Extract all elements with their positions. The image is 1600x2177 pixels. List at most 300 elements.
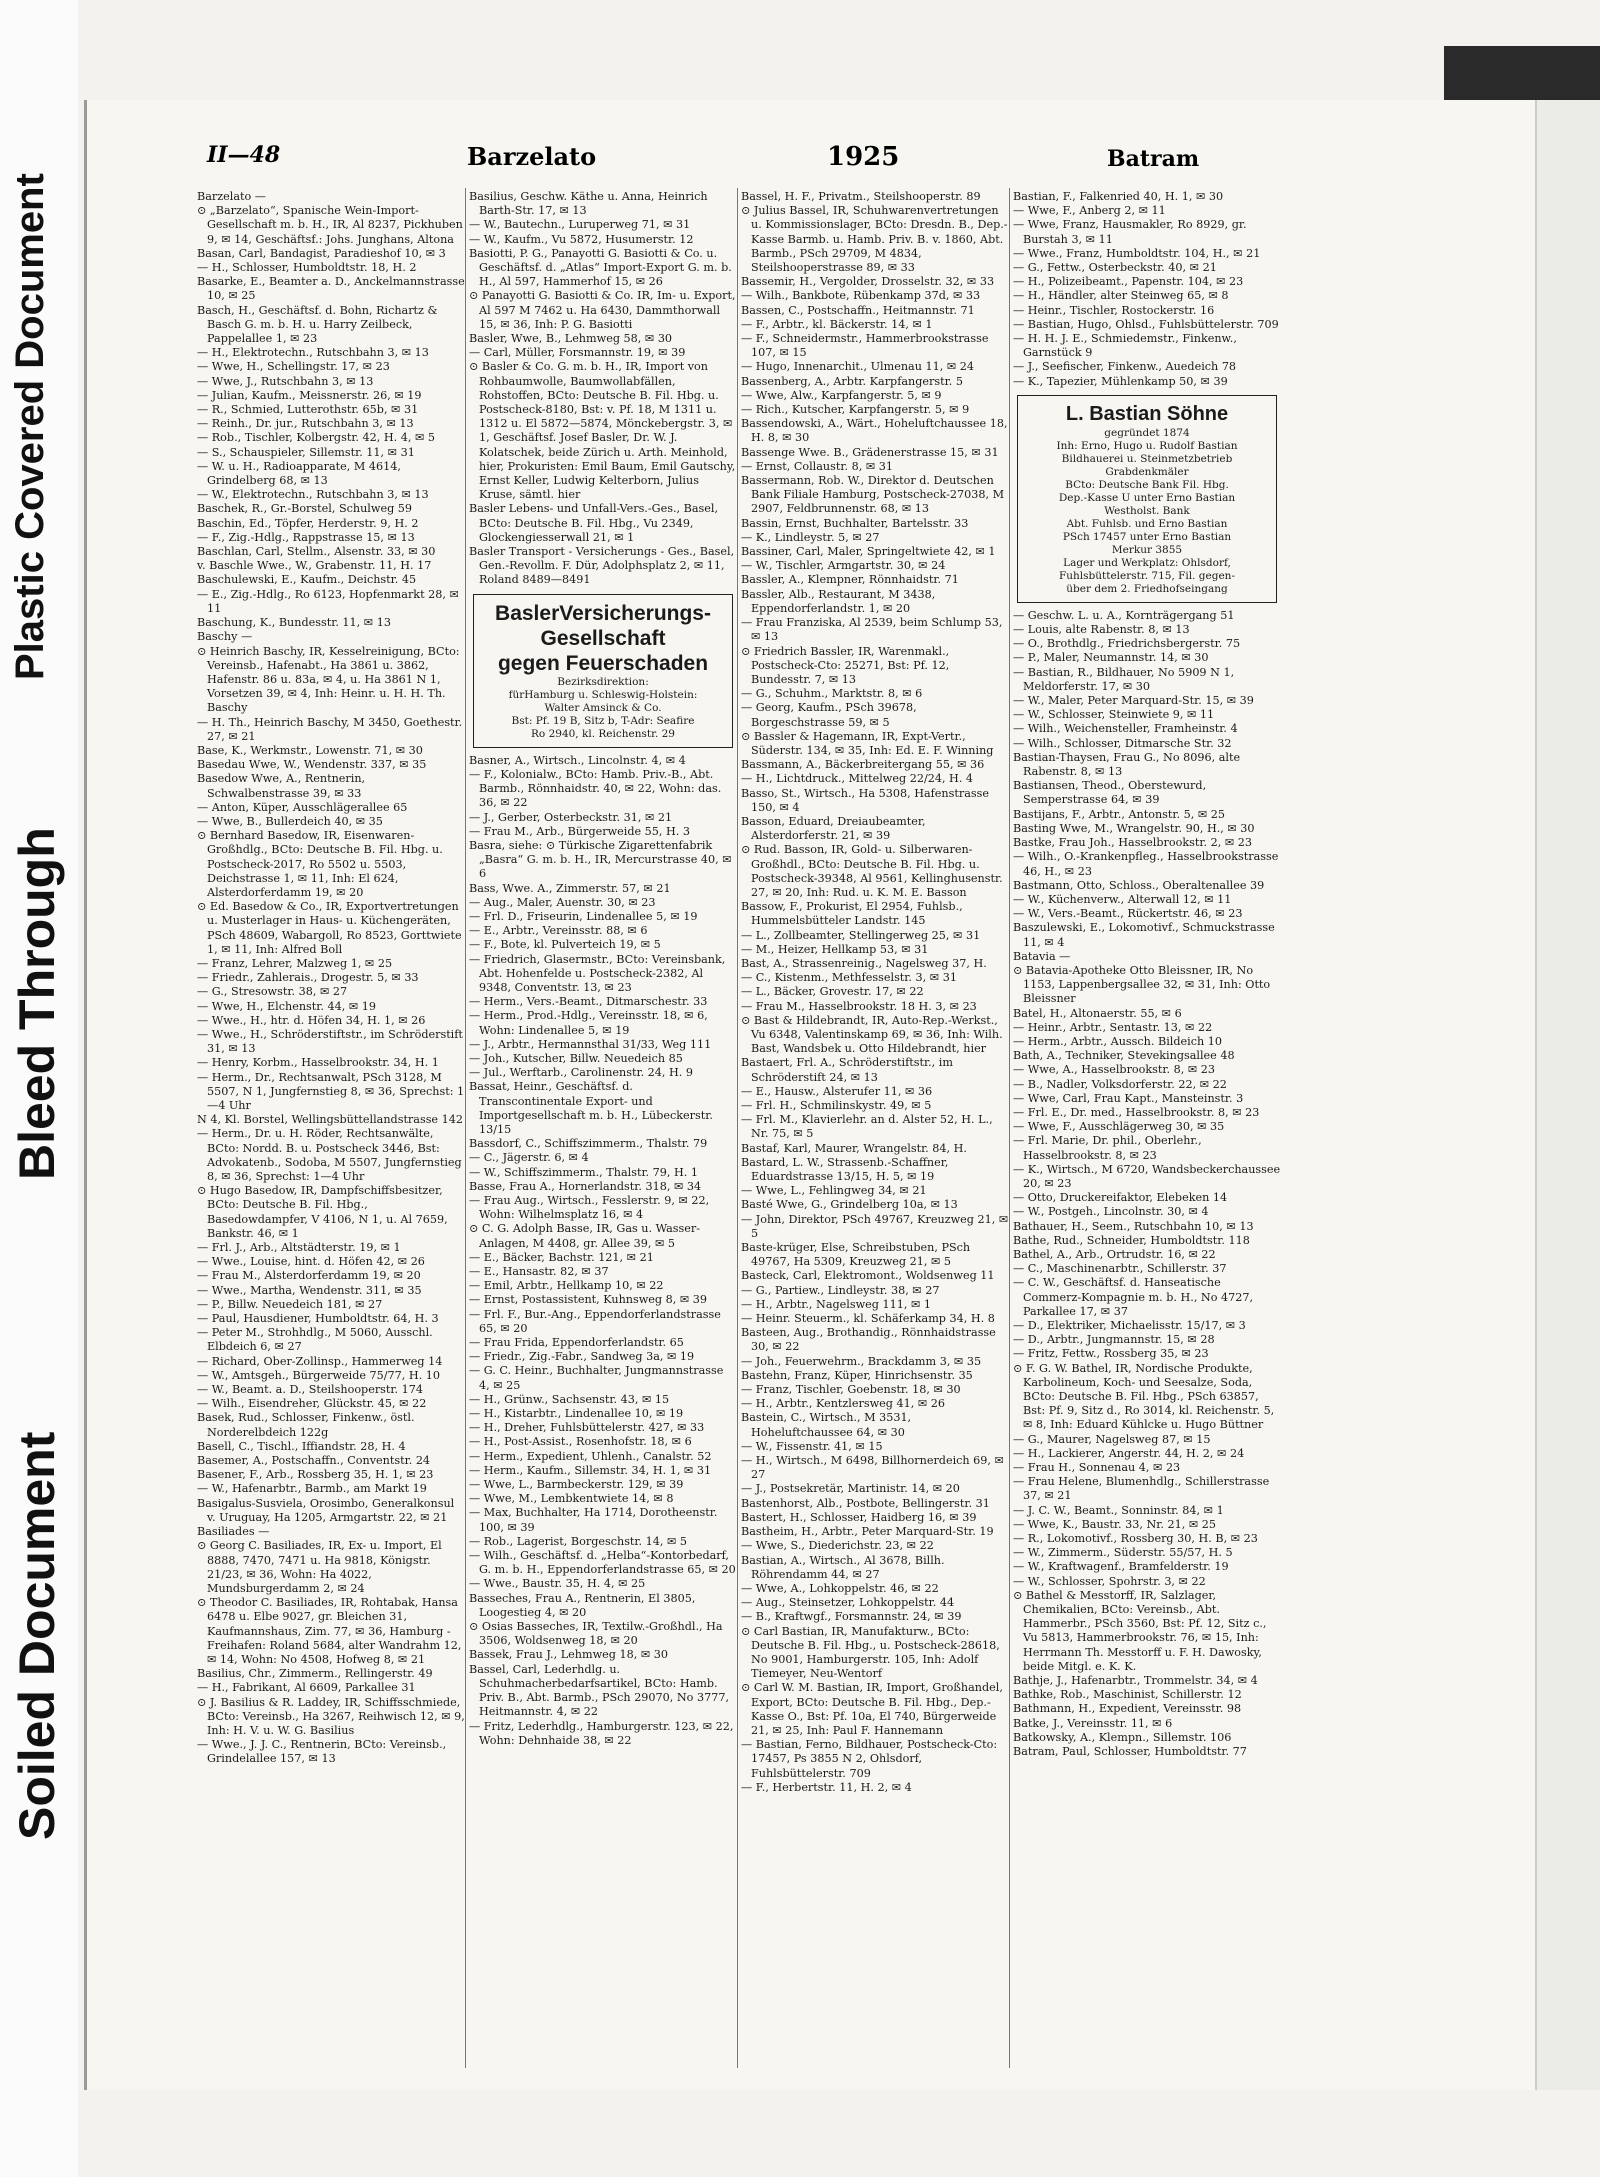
directory-entry: — G., Stresowstr. 38, ✉ 27	[197, 985, 348, 999]
directory-page	[84, 100, 1535, 2090]
directory-entry: Bastke, Frau Joh., Hasselbrookstr. 2, ✉ 23	[1013, 836, 1253, 850]
directory-entry: — W., Postgeh., Lincolnstr. 30, ✉ 4	[1013, 1205, 1209, 1219]
column-2	[469, 190, 737, 2070]
ad-title-line: Gesellschaft	[540, 626, 666, 650]
directory-entry: ⊙ J. Basilius & R. Laddey, IR, Schiffsschmiede, BCto: Vereinsb., Ha 3267, Reihwisch 12, ✉ 9, Inh: H. V. u. W. G. Basilius	[197, 1695, 465, 1737]
directory-entry: — W., Schlosser, Steinwiete 9, ✉ 11	[1013, 708, 1215, 722]
directory-entry: Bastert, H., Schlosser, Haidberg 16, ✉ 39	[741, 1510, 977, 1524]
directory-entry: Bastian, F., Falkenried 40, H. 1, ✉ 30	[1013, 190, 1224, 203]
ad-text-line: Fuhlsbüttelerstr. 715, Fil. gegen-	[1058, 569, 1235, 582]
directory-entry: — Wwe., Martha, Wendenstr. 311, ✉ 35	[197, 1283, 422, 1297]
directory-entry: — W., Maler, Peter Marquard-Str. 15, ✉ 39	[1013, 694, 1254, 708]
directory-entry: Basedau Wwe, W., Wendenstr. 337, ✉ 35	[197, 758, 427, 772]
directory-entry: — S., Schauspieler, Sillemstr. 11, ✉ 31	[197, 445, 415, 459]
directory-entry: Basedow Wwe, A., Rentnerin, Schwalbenstrasse 39, ✉ 33	[197, 772, 366, 800]
directory-entry: Batavia —	[1013, 949, 1071, 963]
directory-entry: — Wwe, M., Lembkentwiete 14, ✉ 8	[469, 1492, 674, 1506]
directory-entry: — E., Arbtr., Vereinsstr. 88, ✉ 6	[469, 924, 648, 938]
directory-entry: — C., Kistenm., Methfesselstr. 3, ✉ 31	[741, 971, 957, 985]
directory-entry: — Geschw. L. u. A., Kornträgergang 51	[1013, 608, 1235, 622]
directory-entry: — M., Heizer, Hellkamp 53, ✉ 31	[741, 942, 929, 956]
directory-entry: — Joh., Kutscher, Billw. Neuedeich 85	[469, 1051, 683, 1065]
directory-entry: — Georg, Kaufm., PSch 39678, Borgeschstrasse 59, ✉ 5	[741, 701, 917, 729]
page-header	[207, 142, 1237, 182]
directory-entry: ⊙ Bast & Hildebrandt, IR, Auto-Rep.-Werkst., Vu 6348, Valentinskamp 69, ✉ 36, Inh: Wilh. Bast, Wandsbek u. Otto Hildebrandt, hier	[741, 1013, 1003, 1056]
directory-entry: — Hugo, Innenarchit., Ulmenau 11, ✉ 24	[741, 360, 974, 374]
column-3	[741, 190, 1009, 2070]
ad-text-line: BCto: Deutsche Bank Fil. Hbg.	[1065, 478, 1229, 491]
directory-entry: Bastian-Thaysen, Frau G., No 8096, alte Rabenstr. 8, ✉ 13	[1013, 750, 1241, 779]
directory-entry: Baschek, R., Gr.-Borstel, Schulweg 59	[197, 502, 413, 516]
directory-entry: — H., Schlosser, Humboldtstr. 18, H. 2	[197, 261, 417, 275]
directory-entry: — Wwe., H., Schröderstiftstr., im Schröderstift 31, ✉ 13	[197, 1027, 463, 1056]
directory-entry: Basiotti, P. G., Panayotti G. Basiotti & Co. u. Geschäftsf. d. „Atlas“ Import-Export G. m. b. H., Al 597, Hammerhof 15, ✉ 26	[469, 246, 732, 289]
directory-entry: — Frl. H., Schmilinskystr. 49, ✉ 5	[741, 1099, 932, 1112]
directory-entry: Basso, St., Wirtsch., Ha 5308, Hafenstrasse 150, ✉ 4	[741, 786, 989, 814]
directory-entry: — C., Jägerstr. 6, ✉ 4	[469, 1151, 589, 1165]
directory-entry: — Wwe, S., Diederichstr. 23, ✉ 22	[741, 1539, 934, 1553]
header-first-entry: Barzelato	[467, 142, 597, 171]
directory-entry: Basemer, A., Postschaffn., Conventstr. 24	[197, 1454, 431, 1468]
ad-title-line: L. Bastian Söhne	[1065, 402, 1229, 425]
directory-entry: Basler Transport - Versicherungs - Ges., Basel, Gen.-Revollm. F. Dür, Adolphsplatz 2, ✉ 11, Roland 8489—8491	[469, 545, 735, 587]
directory-entry: — Paul, Hausdiener, Humboldtstr. 64, H. 3	[197, 1312, 439, 1326]
directory-entry: — H. H. J. E., Schmiedemstr., Finkenw., Garnstück 9	[1013, 332, 1237, 360]
directory-entry: — O., Brothdlg., Friedrichsbergerstr. 75	[1013, 637, 1241, 651]
ad-text-line: Dep.-Kasse U unter Erno Bastian	[1058, 491, 1236, 504]
directory-entry: — Frl. E., Dr. med., Hasselbrookstr. 8, ✉ 23	[1013, 1105, 1260, 1119]
directory-entry: Basler Lebens- und Unfall-Vers.-Ges., Basel, BCto: Deutsche B. Fil. Hbg., Vu 2349, Glockengiesserwall 21, ✉ 1	[469, 502, 718, 544]
directory-entry: — Rob., Tischler, Kolbergstr. 42, H. 4, ✉ 5	[197, 431, 436, 445]
directory-entry: Bassel, Carl, Lederhdlg. u. Schuhmacherbedarfsartikel, BCto: Hamb. Priv. B., Abt. Barmb., PSch 29070, No 3777, Heitmannstr. 4, ✉ 22	[469, 1662, 730, 1719]
directory-entry: ⊙ Basler & Co. G. m. b. H., IR, Import von Rohbaumwolle, Baumwollabfällen, Rohstoffen, BCto: Deutsche B. Fil. Hbg. u. Postscheck-8180, Bst: v. Pf. 18, M 1311 u. 1312 u. El 5872—5874, Mönckebergstr. 3, ✉ 1, Geschäftsf. Josef Basler, Dr. W. J. Kolatschek, beide Zürich u. Arth. Meinhold, hier, Prokuristen: Emil Baum, Emil Gautschy, Ernst Keller, Ludwig Kelterborn, Julius Kruse, sämtl. hier	[469, 360, 736, 502]
directory-entry: — J., Postsekretär, Martinistr. 14, ✉ 20	[741, 1482, 960, 1496]
directory-entry: — H., Grünw., Sachsenstr. 43, ✉ 15	[469, 1392, 670, 1406]
column-divider	[465, 188, 466, 2068]
plastic-covered-label: Plastic Covered Document	[8, 173, 52, 680]
header-year: 1925	[827, 142, 900, 172]
directory-entry: — Fritz, Lederhdlg., Hamburgerstr. 123, ✉ 22, Wohn: Dehnhaide 38, ✉ 22	[469, 1719, 734, 1747]
directory-entry: — Wilh., Geschäftsf. d. „Helba“-Kontorbedarf, G. m. b. H., Eppendorferlandstrasse 65, ✉ 20	[469, 1549, 736, 1577]
directory-entry: — W., Fissenstr. 41, ✉ 15	[741, 1439, 883, 1453]
ad-text-line: Ro 2940, kl. Reichenstr. 29	[531, 727, 675, 740]
directory-entry: — R., Lokomotivf., Rossberg 30, H. B, ✉ 23	[1013, 1532, 1258, 1546]
directory-entry: — Wwe., Baustr. 35, H. 4, ✉ 25	[469, 1577, 646, 1591]
directory-entry: Base, K., Werkmstr., Lowenstr. 71, ✉ 30	[197, 743, 423, 757]
directory-entry: — J. C. W., Beamt., Sonninstr. 84, ✉ 1	[1013, 1503, 1224, 1517]
directory-entry: — W., Amtsgeh., Bürgerweide 75/77, H. 10	[197, 1368, 441, 1382]
directory-entry: — Frau Frida, Eppendorferlandstr. 65	[469, 1336, 684, 1350]
directory-entry: — Frau Aug., Wirtsch., Fesslerstr. 9, ✉ 22, Wohn: Wilhelmsplatz 16, ✉ 4	[469, 1193, 710, 1222]
directory-entry: — E., Hansastr. 82, ✉ 37	[469, 1265, 609, 1278]
directory-entry: — W., Hafenarbtr., Barmb., am Markt 19	[197, 1482, 427, 1496]
directory-entry: — Rob., Lagerist, Borgeschstr. 14, ✉ 5	[469, 1534, 688, 1548]
directory-entry: — Wwe., Franz, Humboldtstr. 104, H., ✉ 21	[1013, 246, 1261, 260]
directory-entry: — Peter M., Strohhdlg., M 5060, Ausschl. Elbdeich 6, ✉ 27	[197, 1326, 433, 1354]
bastian-soehne-ad	[1017, 395, 1277, 603]
directory-entry: Baszulewski, E., Lokomotivf., Schmuckstrasse 11, ✉ 4	[1013, 921, 1275, 949]
directory-entry: — Frau M., Alsterdorferdamm 19, ✉ 20	[197, 1269, 421, 1283]
directory-entry: ⊙ F. G. W. Bathel, IR, Nordische Produkte, Karbolineum, Koch- und Seesalze, Soda, BCto: Deutsche B. Fil. Hbg., PSch 63857, Bst: Pf. 9, Sitz d., Ro 3014, kl. Reichenstr. 5, ✉ 8, Inh: Eduard Kühlcke u. Hugo Büttner	[1013, 1361, 1275, 1432]
directory-entry: — H., Elektrotechn., Rutschbahn 3, ✉ 13	[197, 346, 429, 360]
directory-entry: Basilius, Geschw. Käthe u. Anna, Heinrich Barth-Str. 17, ✉ 13	[469, 190, 708, 218]
directory-entry: — E., Zig.-Hdlg., Ro 6123, Hopfenmarkt 28, ✉ 11	[197, 587, 459, 615]
directory-entry: — G. C. Heinr., Buchhalter, Jungmannstrasse 4, ✉ 25	[469, 1364, 724, 1392]
directory-entry: Bassdorf, C., Schiffszimmerm., Thalstr. 79	[469, 1137, 708, 1151]
directory-entry: — Bastian, Hugo, Ohlsd., Fuhlsbüttelerstr. 709	[1013, 317, 1279, 331]
directory-entry: — F., Kolonialw., BCto: Hamb. Priv.-B., Abt. Barmb., Rönnhaidstr. 40, ✉ 22, Wohn: das. 36, ✉ 22	[469, 767, 722, 810]
directory-entry: Bassemir, H., Vergolder, Drosselstr. 32, ✉ 33	[741, 275, 995, 289]
directory-entry: — C. W., Geschäftsf. d. Hanseatische Commerz-Kompagnie m. b. H., No 4727, Parkallee 17, ✉ 37	[1013, 1276, 1254, 1318]
directory-entry: — Joh., Feuerwehrm., Brackdamm 3, ✉ 35	[741, 1354, 982, 1368]
directory-entry: — W., Schlosser, Spohrstr. 3, ✉ 22	[1013, 1574, 1206, 1588]
directory-entry: — J., Seefischer, Finkenw., Auedeich 78	[1013, 360, 1237, 374]
scan-edge-bar	[1444, 46, 1600, 102]
directory-entry: — Friedr., Zahlerais., Drogestr. 5, ✉ 33	[197, 971, 419, 985]
directory-entry: Bastehn, Franz, Küper, Hinrichsenstr. 35	[741, 1368, 973, 1382]
directory-entry: Bath, A., Techniker, Stevekingsallee 48	[1013, 1049, 1235, 1063]
directory-entry: — Heinr., Tischler, Rostockerstr. 16	[1013, 303, 1215, 317]
directory-entry: Batel, H., Altonaerstr. 55, ✉ 6	[1013, 1006, 1182, 1020]
directory-entry: — J., Gerber, Osterbeckstr. 31, ✉ 21	[469, 810, 673, 824]
left-label-strip	[0, 0, 78, 2177]
column-1	[197, 190, 465, 2070]
directory-entry: ⊙ C. G. Adolph Basse, IR, Gas u. Wasser-Anlagen, M 4408, gr. Allee 39, ✉ 5	[469, 1222, 701, 1250]
directory-entry: — L., Zollbeamter, Stellingerweg 25, ✉ 31	[741, 928, 981, 942]
column-4	[1013, 190, 1281, 2070]
directory-entry: — Franz, Tischler, Goebenstr. 18, ✉ 30	[741, 1383, 961, 1397]
directory-entry: ⊙ Batavia-Apotheke Otto Bleissner, IR, No 1153, Lappenbergsallee 32, ✉ 31, Inh: Otto Bleissner	[1013, 963, 1271, 1006]
directory-entry: — Anton, Küper, Ausschlägerallee 65	[197, 800, 408, 814]
directory-entry: Basell, C., Tischl., Iffiandstr. 28, H. 4	[197, 1439, 406, 1453]
directory-entry: Batkowsky, A., Klempn., Sillemstr. 106	[1013, 1730, 1232, 1744]
directory-entry: — Frl. M., Klavierlehr. an d. Alster 52, H. L., Nr. 75, ✉ 5	[741, 1113, 993, 1141]
directory-entry: ⊙ Osias Basseches, IR, Textilw.-Großhdl., Ha 3506, Woldsenweg 18, ✉ 20	[469, 1620, 723, 1648]
directory-entry: — Frau M., Arb., Bürgerweide 55, H. 3	[469, 824, 691, 838]
directory-entry: — H. Th., Heinrich Baschy, M 3450, Goethestr. 27, ✉ 21	[197, 715, 463, 743]
directory-entry: — Rich., Kutscher, Karpfangerstr. 5, ✉ 9	[741, 403, 970, 417]
directory-entry: Baschin, Ed., Töpfer, Herderstr. 9, H. 2	[197, 516, 419, 530]
directory-entry: — Frau H., Sonnenau 4, ✉ 23	[1013, 1461, 1181, 1475]
directory-entry: Basigalus-Susviela, Orosimbo, Generalkonsul v. Uruguay, Ha 1205, Armgartstr. 22, ✉ 21	[197, 1496, 455, 1524]
directory-entry: Bathauer, H., Seem., Rutschbahn 10, ✉ 13	[1013, 1219, 1254, 1233]
basler-insurance-ad	[473, 594, 733, 748]
directory-entry: — Otto, Druckereifaktor, Elebeken 14	[1013, 1191, 1228, 1205]
directory-entry: — R., Schmied, Lutterothstr. 65b, ✉ 31	[197, 403, 419, 417]
ad-text-line: Bildhauerei u. Steinmetzbetrieb	[1061, 452, 1233, 465]
directory-entry: — H., Dreher, Fuhlsbüttelerstr. 427, ✉ 33	[469, 1421, 705, 1435]
directory-entry: — H., Arbtr., Kentzlersweg 41, ✉ 26	[741, 1397, 946, 1411]
directory-entry: — Aug., Maler, Auenstr. 30, ✉ 23	[469, 895, 656, 909]
directory-entry: Basteck, Carl, Elektromont., Woldsenweg 11	[741, 1269, 995, 1283]
directory-entry: — W., Beamt. a. D., Steilshooperstr. 174	[197, 1383, 424, 1397]
directory-entry: — Wwe, K., Baustr. 33, Nr. 21, ✉ 25	[1013, 1517, 1217, 1531]
ad-text-line: Westholst. Bank	[1104, 504, 1190, 517]
directory-entry: — Frl. F., Bur.-Ang., Eppendorferlandstrasse 65, ✉ 20	[469, 1307, 721, 1335]
directory-entry: — H., Lackierer, Angerstr. 44, H. 2, ✉ 24	[1013, 1446, 1245, 1460]
directory-entry: ⊙ „Barzelato“, Spanische Wein-Import-Gesellschaft m. b. H., IR, Al 8237, Pickhuben 9, ✉ 14, Geschäftsf.: Johs. Junghans, Altona	[197, 204, 463, 246]
directory-entry: Bathe, Rud., Schneider, Humboldtstr. 118	[1013, 1233, 1250, 1247]
directory-entry: Basting Wwe, M., Wrangelstr. 90, H., ✉ 30	[1013, 821, 1255, 835]
directory-entry: — Wwe, Carl, Frau Kapt., Mansteinstr. 3	[1013, 1091, 1244, 1105]
directory-entry: Basiliades —	[197, 1525, 270, 1539]
directory-entry: Bassek, Frau J., Lehmweg 18, ✉ 30	[469, 1648, 669, 1662]
directory-entry: v. Baschle Wwe., W., Grabenstr. 11, H. 17	[197, 559, 432, 573]
directory-entry: ⊙ Panayotti G. Basiotti & Co. IR, Im- u. Export, Al 597 M 7462 u. Ha 6430, Dammthorwall 15, ✉ 36, Inh: P. G. Basiotti	[469, 289, 736, 331]
ad-text-line: Walter Amsinck & Co.	[544, 701, 662, 714]
directory-entry: Basteen, Aug., Brothandig., Rönnhaidstrasse 30, ✉ 22	[741, 1326, 996, 1354]
directory-entry: — F., Zig.-Hdlg., Rappstrasse 15, ✉ 13	[197, 530, 415, 544]
directory-entry: — Friedrich, Glasermstr., BCto: Vereinsbank, Abt. Hohenfelde u. Postscheck-2382, Al 9348, Conventstr. 13, ✉ 23	[469, 952, 726, 994]
directory-entry: — B., Kraftwgf., Forsmannstr. 24, ✉ 39	[741, 1610, 962, 1624]
directory-entry: — D., Elektriker, Michaelisstr. 15/17, ✉ 3	[1013, 1319, 1246, 1332]
directory-entry: ⊙ Carl W. M. Bastian, IR, Import, Großhandel, Export, BCto: Deutsche B. Fil. Hbg., Dep.-Kasse O., Bst: Pf. 10a, El 740, Bürgerweide 21, ✉ 25, Inh: Paul F. Hannemann	[741, 1681, 1003, 1737]
directory-entry: — Carl, Müller, Forsmannstr. 19, ✉ 39	[469, 346, 686, 360]
directory-entry: Bassin, Ernst, Buchhalter, Bartelsstr. 33	[741, 516, 969, 530]
directory-entry: ⊙ Heinrich Baschy, IR, Kesselreinigung, BCto: Vereinsb., Hafenabt., Ha 3861 u. 3862, Hafenstr. 86 u. 83a, ✉ 4, u. Ha 3861 N 1, Vorsetzen 39, ✉ 4, Inh: Heinr. u. H. H. Th. Baschy	[197, 644, 460, 715]
directory-entry: Bassow, F., Prokurist, El 2954, Fuhlsb., Hummelsbütteler Landstr. 145	[741, 900, 963, 928]
directory-entry: — Wilh., Schlosser, Ditmarsche Str. 32	[1013, 736, 1232, 750]
directory-entry: — G., Maurer, Nagelsweg 87, ✉ 15	[1013, 1432, 1211, 1446]
directory-entry: Barzelato —	[197, 190, 266, 203]
ad-text-line: gegründet 1874	[1104, 426, 1190, 439]
directory-entry: — W., Bautechn., Luruperweg 71, ✉ 31	[469, 218, 691, 232]
directory-entry: — Herm., Expedient, Uhlenh., Canalstr. 52	[469, 1449, 712, 1463]
directory-entry: — Wwe, F., Anberg 2, ✉ 11	[1013, 204, 1166, 218]
directory-entry: ⊙ Bathel & Messtorff, IR, Salzlager, Chemikalien, BCto: Vereinsb., Abt. Hammerbr., PSch 3560, Bst: Pf. 12, Sitz c., Vu 5813, Hammerbrookstr. 76, ✉ 15, Inh: Herrmann Th. Messtorff u. F. H. Dawosky, beide Mitgl. e. K. K.	[1013, 1588, 1267, 1673]
directory-entry: Bassiner, Carl, Maler, Springeltwiete 42, ✉ 1	[741, 545, 996, 559]
directory-entry: Bassen, C., Postschaffn., Heitmannstr. 71	[741, 303, 975, 317]
ad-text-line: Inh: Erno, Hugo u. Rudolf Bastian	[1056, 439, 1238, 452]
directory-entry: — K., Lindleystr. 5, ✉ 27	[741, 530, 880, 544]
page-number: II—48	[207, 142, 281, 168]
directory-entry: Baste-krüger, Else, Schreibstuben, PSch 49767, Ha 5309, Kreuzweg 21, ✉ 5	[741, 1241, 971, 1269]
directory-entry: — W., Küchenverw., Alterwall 12, ✉ 11	[1013, 892, 1232, 906]
directory-entry: Bastard, L. W., Strassenb.-Schaffner, Eduardstrasse 13/15, H. 5, ✉ 19	[741, 1155, 949, 1184]
directory-entry: — Frau Helene, Blumenhdlg., Schillerstrasse 37, ✉ 21	[1013, 1475, 1270, 1503]
directory-entry: ⊙ Carl Bastian, IR, Manufakturw., BCto: Deutsche B. Fil. Hbg., u. Postscheck-28618, No 9001, Hamburgerstr. 105, Inh: Adolf Tiemeyer, Neu-Wentorf	[741, 1624, 1000, 1681]
directory-entry: — L., Bäcker, Grovestr. 17, ✉ 22	[741, 985, 924, 999]
directory-entry: Bastein, C., Wirtsch., M 3531, Hoheluftchaussee 64, ✉ 30	[741, 1411, 912, 1439]
directory-entry: — Franz, Lehrer, Malzweg 1, ✉ 25	[197, 956, 393, 970]
directory-entry: — D., Arbtr., Jungmannstr. 15, ✉ 28	[1013, 1333, 1215, 1347]
directory-entry: Bassler, Alb., Restaurant, M 3438, Eppendorferlandstr. 1, ✉ 20	[741, 587, 936, 615]
column-divider	[737, 188, 738, 2068]
directory-entry: — Wwe, H., Elchenstr. 44, ✉ 19	[197, 999, 376, 1013]
directory-entry: — Wwe, A., Hasselbrookstr. 8, ✉ 23	[1013, 1063, 1216, 1077]
directory-entry: — Wwe, F., Ausschlägerweg 30, ✉ 35	[1013, 1120, 1225, 1134]
directory-entry: — H., Händler, alter Steinweg 65, ✉ 8	[1013, 289, 1229, 303]
directory-entry: — Frau Franziska, Al 2539, beim Schlump 53, ✉ 13	[741, 616, 1003, 644]
directory-entry: — F., Bote, kl. Pulverteich 19, ✉ 5	[469, 938, 661, 952]
directory-entry: Bastian, A., Wirtsch., Al 3678, Billh. Röhrendamm 44, ✉ 27	[741, 1553, 945, 1581]
directory-entry: — Wilh., Eisendreher, Glückstr. 45, ✉ 22	[197, 1397, 427, 1411]
directory-entry: Bassat, Heinr., Geschäftsf. d. Transcontinentale Export- und Importgesellschaft m. b. H., Lübeckerstr. 13/15	[469, 1080, 713, 1136]
directory-entry: Bassendowski, A., Wärt., Hoheluftchaussee 18, H. 8, ✉ 30	[741, 417, 1008, 445]
directory-entry: — Herm., Prod.-Hdlg., Vereinsstr. 18, ✉ 6, Wohn: Lindenallee 5, ✉ 19	[469, 1009, 708, 1037]
directory-entry: Baschy —	[197, 630, 253, 644]
directory-entry: — Wwe, L., Fehlingweg 34, ✉ 21	[741, 1184, 927, 1198]
directory-entry: — H., Lichtdruck., Mittelweg 22/24, H. 4	[741, 772, 974, 786]
directory-entry: — F., Herbertstr. 11, H. 2, ✉ 4	[741, 1780, 912, 1794]
directory-entry: — K., Tapezier, Mühlenkamp 50, ✉ 39	[1013, 374, 1228, 388]
directory-entry: — G., Schuhm., Marktstr. 8, ✉ 6	[741, 687, 923, 701]
directory-entry: Basener, F., Arb., Rossberg 35, H. 1, ✉ 23	[197, 1468, 434, 1482]
directory-entry: ⊙ Julius Bassel, IR, Schuhwarenvertretungen u. Kommissionslager, BCto: Dresdn. B., Dep.-Kasse Barmb. u. Hamb. Priv. B. v. 1860, Abt. Barmb., PSch 29709, M 4834, Steilshooperstrasse 89, ✉ 33	[741, 204, 1008, 275]
ad-text-line: Bst: Pf. 19 B, Sitz b, T-Adr: Seafire	[511, 714, 695, 727]
ad-text-line: Merkur 3855	[1111, 543, 1183, 556]
column-divider	[1009, 188, 1010, 2068]
header-last-entry: Batram	[1107, 146, 1200, 172]
directory-entry: — Max, Buchhalter, Ha 1714, Dorotheenstr. 100, ✉ 39	[469, 1506, 718, 1534]
directory-entry: Basson, Eduard, Dreiaubeamter, Alsterdorferstr. 21, ✉ 39	[741, 814, 926, 843]
ad-text-line: Grabdenkmäler	[1105, 465, 1189, 478]
directory-entry: Baschlan, Carl, Stellm., Alsenstr. 33, ✉ 30	[197, 545, 436, 559]
directory-entry: — Jul., Werftarb., Carolinenstr. 24, H. 9	[469, 1066, 694, 1080]
directory-entry: — K., Wirtsch., M 6720, Wandsbeckerchaussee 20, ✉ 23	[1013, 1162, 1281, 1190]
directory-entry: Bastaf, Karl, Maurer, Wrangelstr. 84, H.	[741, 1141, 967, 1155]
directory-entry: Basilius, Chr., Zimmerm., Rellingerstr. 49	[197, 1667, 433, 1681]
directory-entry: Bathmann, H., Expedient, Vereinsstr. 98	[1013, 1702, 1242, 1716]
directory-entry: — P., Billw. Neuedeich 181, ✉ 27	[197, 1297, 383, 1311]
directory-entry: Basse, Frau A., Hornerlandstr. 318, ✉ 34	[469, 1179, 702, 1193]
directory-entry: Basra, siehe: ⊙ Türkische Zigarettenfabrik „Basra“ G. m. b. H., IR, Mercurstrasse 40, ✉ 6	[469, 838, 732, 881]
directory-entry: — Friedr., Zig.-Fabr., Sandweg 3a, ✉ 19	[469, 1350, 695, 1364]
directory-entry: — B., Nadler, Volksdorferstr. 22, ✉ 22	[1013, 1077, 1227, 1091]
bleed-through-label: Bleed Through	[9, 827, 65, 1180]
directory-entry: Bastmann, Otto, Schloss., Oberaltenallee 39	[1013, 878, 1265, 892]
directory-entry: Bathel, A., Arb., Ortrudstr. 16, ✉ 22	[1013, 1247, 1216, 1261]
directory-entry: Bassermann, Rob. W., Direktor d. Deutschen Bank Filiale Hamburg, Postscheck-27038, M 2907, Feldbrunnenstr. 68, ✉ 13	[741, 474, 1005, 516]
directory-entry: — Herm., Arbtr., Aussch. Bildeich 10	[1013, 1034, 1222, 1048]
directory-entry: — P., Maler, Neumannstr. 14, ✉ 30	[1013, 651, 1209, 665]
directory-entry: — Herm., Dr., Rechtsanwalt, PSch 3128, M 5507, N 1, Jungfernstieg 8, ✉ 36, Sprechst: 1—4 Uhr	[197, 1070, 465, 1112]
ad-text-line: PSch 17457 unter Erno Bastian	[1062, 530, 1232, 543]
directory-entry: — Wwe., H., htr. d. Höfen 34, H. 1, ✉ 26	[197, 1013, 426, 1027]
directory-entry: — John, Direktor, PSch 49767, Kreuzweg 21, ✉ 5	[741, 1212, 1009, 1240]
directory-entry: Bastaert, Frl. A., Schröderstiftstr., im Schröderstift 24, ✉ 13	[741, 1056, 953, 1084]
ad-text-line: über dem 2. Friedhofseingang	[1066, 582, 1228, 595]
directory-entry: — Ernst, Postassistent, Kuhnsweg 8, ✉ 39	[469, 1293, 708, 1307]
directory-entry: — E., Hausw., Alsterufer 11, ✉ 36	[741, 1084, 933, 1098]
directory-entry: Basch, H., Geschäftsf. d. Bohn, Richartz & Basch G. m. b. H. u. Harry Zeilbeck, Pappelallee 1, ✉ 23	[197, 303, 438, 346]
directory-entry: — Wwe., Louise, hint. d. Höfen 42, ✉ 26	[197, 1255, 425, 1269]
directory-entry: ⊙ Hugo Basedow, IR, Dampfschiffsbesitzer, BCto: Deutsche B. Fil. Hbg., Basedowdampfer, V 4106, N 1, u. Al 7659, Bankstr. 46, ✉ 1	[197, 1184, 448, 1240]
directory-entry: — C., Maschinenarbtr., Schillerstr. 37	[1013, 1262, 1227, 1276]
directory-entry: — H., Polizeibeamt., Papenstr. 104, ✉ 23	[1013, 275, 1244, 289]
directory-entry: — Frl. D., Friseurin, Lindenallee 5, ✉ 19	[469, 909, 698, 923]
ad-text-line: Bezirksdirektion:	[557, 675, 649, 688]
directory-entry: — W., Elektrotechn., Rutschbahn 3, ✉ 13	[197, 488, 429, 502]
directory-entry: — Herm., Dr. u. H. Röder, Rechtsanwälte, BCto: Nordd. B. u. Postscheck 3446, Bst: Advokatenb., Sodoba, M 5507, Jungfernstieg 8, ✉ 36, Sprechst: 1—4 Uhr	[197, 1127, 462, 1184]
directory-entry: Basler, Wwe, B., Lehmweg 58, ✉ 30	[469, 332, 673, 346]
directory-entry: — Frau M., Hasselbrookstr. 18 H. 3, ✉ 23	[741, 999, 977, 1013]
directory-entry: Basseches, Frau A., Rentnerin, El 3805, Loogestieg 4, ✉ 20	[469, 1591, 696, 1619]
directory-entry: — Julian, Kaufm., Meissnerstr. 26, ✉ 19	[197, 388, 422, 402]
directory-entry: — Heinr. Steuerm., kl. Schäferkamp 34, H. 8	[741, 1312, 995, 1326]
directory-entry: Basner, A., Wirtsch., Lincolnstr. 4, ✉ 4	[469, 753, 686, 767]
directory-entry: — Fritz, Fettw., Rossberg 35, ✉ 23	[1013, 1347, 1209, 1361]
directory-entry: — Wwe, B., Bullerdeich 40, ✉ 35	[197, 814, 383, 828]
directory-entry: — Emil, Arbtr., Hellkamp 10, ✉ 22	[469, 1279, 664, 1293]
directory-entry: — W., Zimmerm., Süderstr. 55/57, H. 5	[1013, 1546, 1233, 1560]
directory-entry: — Wilh., O.-Krankenpfleg., Hasselbrookstrasse 46, H., ✉ 23	[1013, 850, 1279, 878]
directory-entry: — Wilh., Weichensteller, Framheinstr. 4	[1013, 722, 1238, 736]
directory-entry: — W., Tischler, Armgartstr. 30, ✉ 24	[741, 559, 946, 573]
directory-entry: — G., Fettw., Osterbeckstr. 40, ✉ 21	[1013, 261, 1217, 275]
directory-entry: ⊙ Rud. Basson, IR, Gold- u. Silberwaren-Großhdl., BCto: Deutsche B. Fil. Hbg. u. Postscheck-39348, Al 9561, Kellinghusenstr. 27, ✉ 20, Inh: Rud. u. K. M. E. Basson	[741, 843, 1003, 899]
directory-entry: — W., Kaufm., Vu 5872, Husumerstr. 12	[469, 232, 694, 246]
directory-entry: — Frl. J., Arb., Altstädterstr. 19, ✉ 1	[197, 1241, 401, 1255]
directory-entry: — H., Arbtr., Nagelsweg 111, ✉ 1	[741, 1297, 932, 1311]
directory-entry: N 4, Kl. Borstel, Wellingsbüttellandstrasse 142	[197, 1113, 463, 1127]
ad-text-line: fürHamburg u. Schleswig-Holstein:	[508, 688, 698, 701]
directory-entry: — F., Schneidermstr., Hammerbrookstrasse 107, ✉ 15	[741, 332, 989, 360]
directory-entry: Basan, Carl, Bandagist, Paradieshof 10, ✉ 3	[197, 246, 446, 260]
directory-entry: Bassenge Wwe. B., Grädenerstrasse 15, ✉ 31	[741, 445, 999, 459]
directory-entry: Bastenhorst, Alb., Postbote, Bellingerstr. 31	[741, 1496, 990, 1510]
directory-entry: Bastheim, H., Arbtr., Peter Marquard-Str. 19	[741, 1525, 994, 1539]
directory-entry: — Wwe, L., Barmbeckerstr. 129, ✉ 39	[469, 1478, 684, 1492]
directory-entry: — H., Post-Assist., Rosenhofstr. 18, ✉ 6	[469, 1435, 692, 1449]
directory-entry: Bathje, J., Hafenarbtr., Trommelstr. 34, ✉ 4	[1013, 1674, 1258, 1688]
directory-entry: Bathke, Rob., Maschinist, Schillerstr. 12	[1013, 1688, 1242, 1702]
directory-entry: — G., Partiew., Lindleystr. 38, ✉ 27	[741, 1283, 940, 1297]
directory-entry: ⊙ Georg C. Basiliades, IR, Ex- u. Import, El 8888, 7470, 7471 u. Ha 9818, Königstr. 21/23, ✉ 36, Wohn: Ha 4022, Mundsburgerdamm 2, ✉ 24	[197, 1539, 442, 1595]
directory-entry: Bast, A., Strassenreinig., Nagelsweg 37, H.	[741, 956, 987, 970]
directory-entry: Bass, Wwe. A., Zimmerstr. 57, ✉ 21	[469, 881, 671, 895]
directory-entry: — Bastian, R., Bildhauer, No 5909 N 1, Meldorferstr. 17, ✉ 30	[1013, 665, 1235, 693]
ad-text-line: Lager und Werkplatz: Ohlsdorf,	[1063, 556, 1231, 569]
directory-entry: Batke, J., Vereinsstr. 11, ✉ 6	[1013, 1716, 1173, 1730]
directory-entry: — W., Vers.-Beamt., Rückertstr. 46, ✉ 23	[1013, 907, 1243, 921]
directory-entry: ⊙ Ed. Basedow & Co., IR, Exportvertretungen u. Musterlager in Haus- u. Küchengeräten, PSch 48609, Wabargoll, Ro 8523, Gorttwiete 1, ✉ 11, Inh: Alfred Boll	[197, 900, 462, 956]
directory-entry: Batram, Paul, Schlosser, Humboldtstr. 77	[1013, 1745, 1247, 1759]
directory-entry: — Wilh., Bankbote, Rübenkamp 37d, ✉ 33	[741, 289, 981, 303]
soiled-document-label: Soiled Document	[9, 1431, 65, 1840]
directory-entry: — Herm., Kaufm., Sillemstr. 34, H. 1, ✉ 31	[469, 1463, 712, 1477]
directory-entry: — H., Fabrikant, Al 6609, Parkallee 31	[197, 1681, 416, 1695]
directory-entry: ⊙ Friedrich Bassler, IR, Warenmakl., Postscheck-Cto: 25271, Bst: Pf. 12, Bundesstr. 7, ✉ 13	[741, 644, 950, 686]
directory-entry: — Ernst, Collaustr. 8, ✉ 31	[741, 459, 894, 473]
directory-entry: — H., Wirtsch., M 6498, Billhornerdeich 69, ✉ 27	[741, 1454, 1004, 1482]
directory-entry: — Herm., Vers.-Beamt., Ditmarschestr. 33	[469, 995, 708, 1009]
directory-entry: — Wwe, Alw., Karpfangerstr. 5, ✉ 9	[741, 388, 942, 402]
directory-entry: — Heinr., Arbtr., Sentastr. 13, ✉ 22	[1013, 1020, 1213, 1034]
directory-entry: — J., Arbtr., Hermannsthal 31/33, Weg 111	[469, 1037, 712, 1051]
directory-entry: Bassler, A., Klempner, Rönnhaidstr. 71	[741, 573, 959, 587]
directory-entry: — F., Arbtr., kl. Bäckerstr. 14, ✉ 1	[741, 317, 933, 331]
directory-entry: — W., Schiffszimmerm., Thalstr. 79, H. 1	[469, 1165, 699, 1179]
directory-entry: — W., Kraftwagenf., Bramfelderstr. 19	[1013, 1560, 1229, 1574]
directory-entry: — Wwe, J., Rutschbahn 3, ✉ 13	[197, 374, 374, 388]
directory-entry: — Aug., Steinsetzer, Lohkoppelstr. 44	[741, 1596, 955, 1610]
directory-entry: Baschung, K., Bundesstr. 11, ✉ 13	[197, 616, 391, 630]
directory-entry: ⊙ Bernhard Basedow, IR, Eisenwaren-Großhdlg., BCto: Deutsche B. Fil. Hbg. u. Postscheck-2017, Ro 5502 u. 5503, Deichstrasse 1, ✉ 11, Inh: El 624, Alsterdorferdamm 19, ✉ 20	[197, 829, 443, 899]
directory-entry: — Wwe, Franz, Hausmakler, Ro 8929, gr. Burstah 3, ✉ 11	[1013, 218, 1247, 246]
ad-title-line: gegen Feuerschaden	[497, 651, 709, 675]
directory-entry: — Louis, alte Rabenstr. 8, ✉ 13	[1013, 623, 1190, 637]
directory-entry: — H., Kistarbtr., Lindenallee 10, ✉ 19	[469, 1407, 684, 1421]
directory-entry: Basek, Rud., Schlosser, Finkenw., östl. Norderelbdeich 122g	[197, 1411, 415, 1439]
directory-entry: Baschulewski, E., Kaufm., Deichstr. 45	[197, 573, 417, 587]
directory-entry: — Wwe., J. J. C., Rentnerin, BCto: Vereinsb., Grindelallee 157, ✉ 13	[197, 1738, 447, 1766]
directory-entry: — W. u. H., Radioapparate, M 4614, Grindelberg 68, ✉ 13	[197, 459, 401, 488]
next-page-edge	[1532, 100, 1600, 2090]
directory-entry: — E., Bäcker, Bachstr. 121, ✉ 21	[469, 1250, 654, 1264]
directory-entry: Basarke, E., Beamter a. D., Anckelmannstrasse 10, ✉ 25	[197, 275, 465, 303]
directory-entry: Bastijans, F., Arbtr., Antonstr. 5, ✉ 25	[1013, 807, 1226, 821]
